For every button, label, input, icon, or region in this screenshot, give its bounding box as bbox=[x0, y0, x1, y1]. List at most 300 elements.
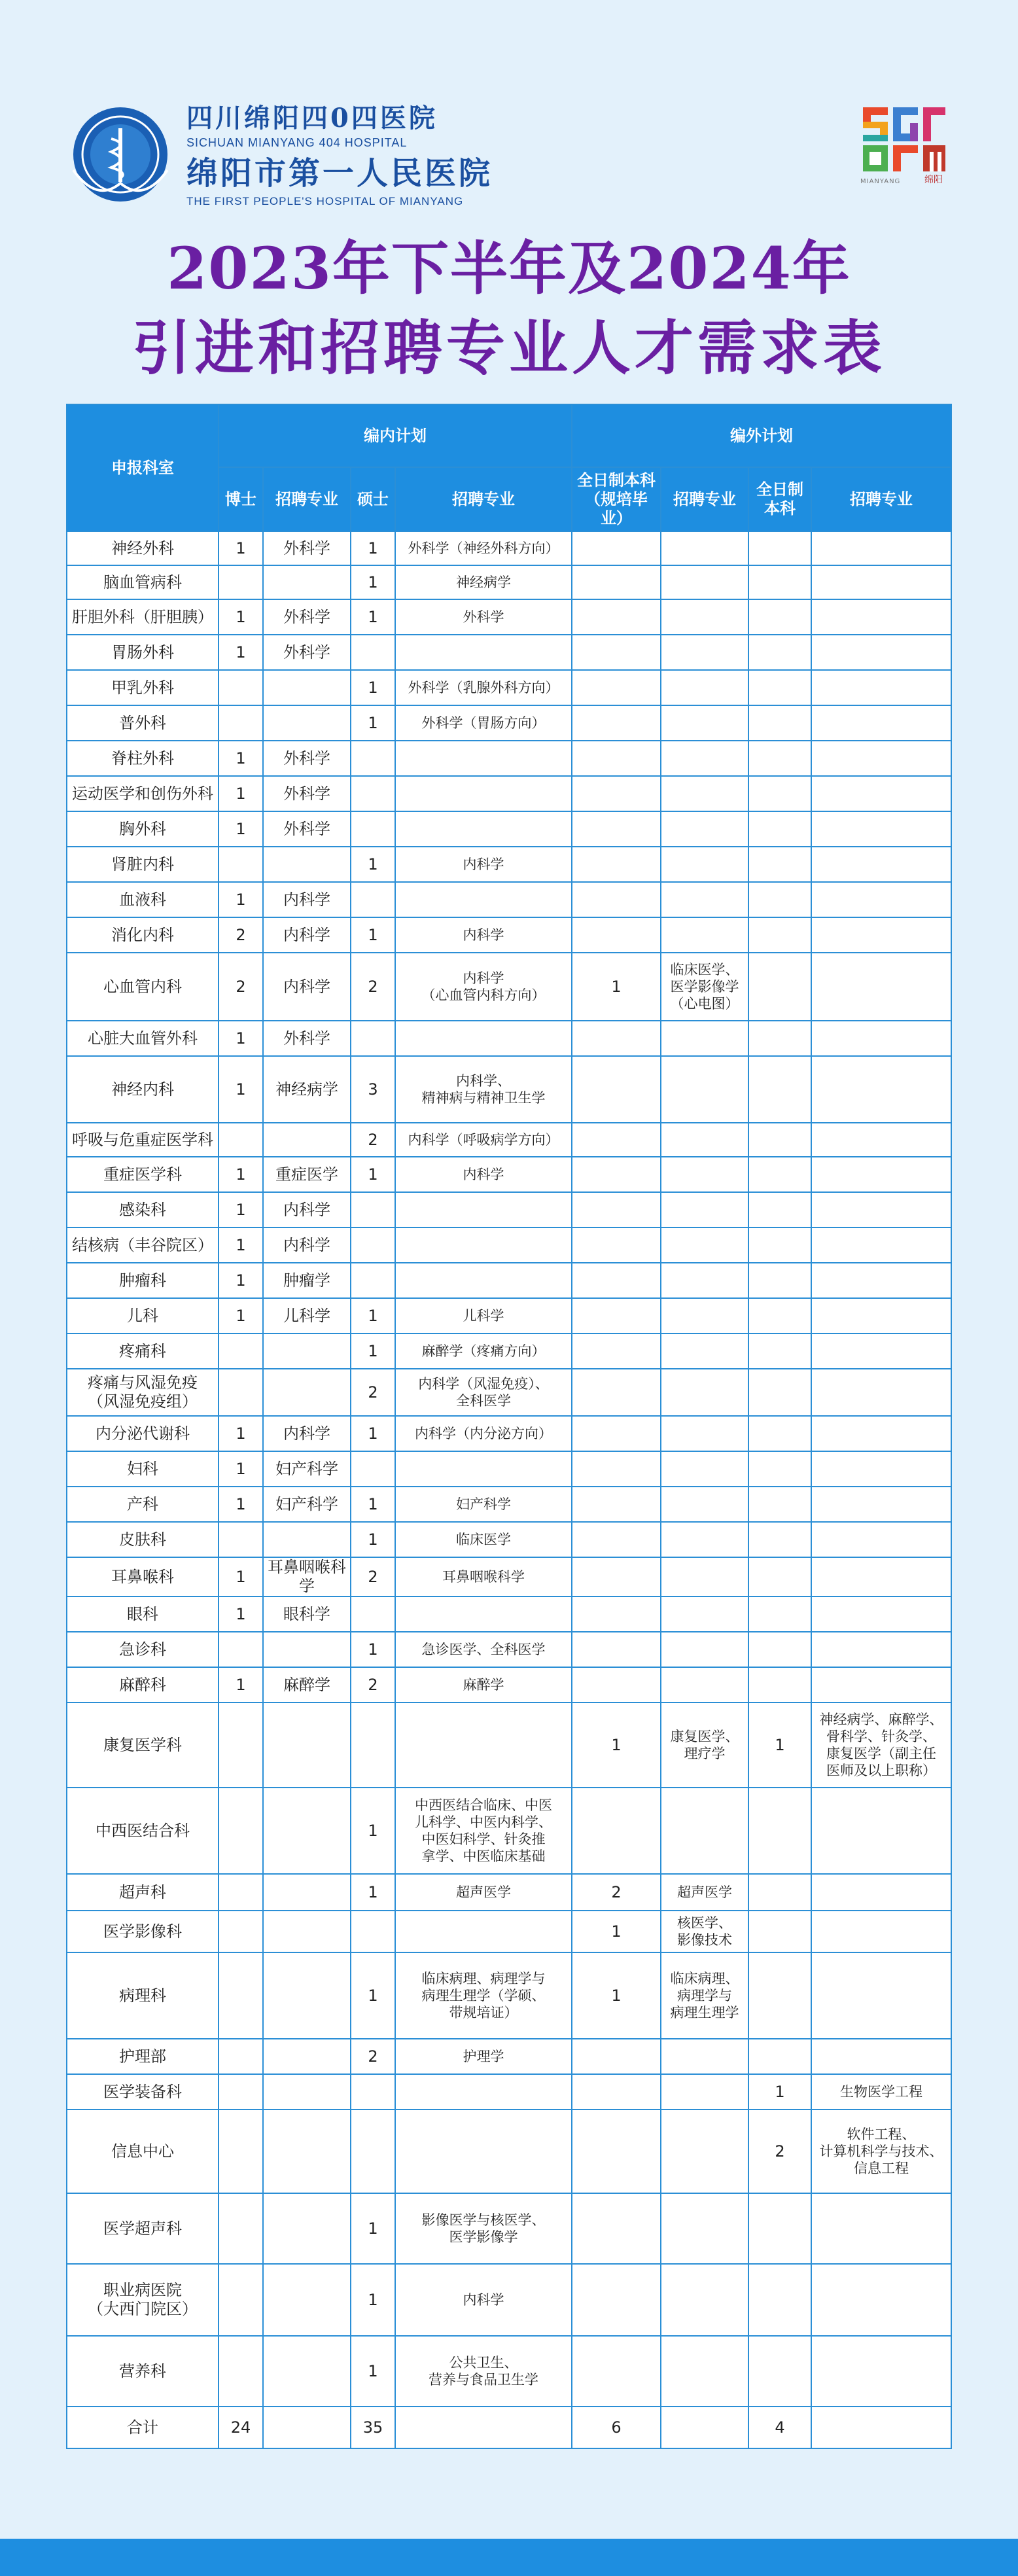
hospital-name-en-2: THE FIRST PEOPLE'S HOSPITAL OF MIANYANG bbox=[186, 195, 464, 207]
cell-bach bbox=[748, 1667, 811, 1703]
cell-phd bbox=[219, 1369, 263, 1416]
cell-dept: 心脏大血管外科 bbox=[67, 1021, 219, 1056]
cell-phd: 1 bbox=[219, 1298, 263, 1333]
cell-bach bbox=[748, 2336, 811, 2407]
cell-master: 1 bbox=[351, 1487, 395, 1522]
table-row bbox=[67, 1597, 951, 1632]
cell-bach bbox=[748, 1451, 811, 1487]
cell-reg-major bbox=[661, 1192, 748, 1227]
cell-dept: 脑血管病科 bbox=[67, 565, 219, 599]
cell-phd-major: 重症医学 bbox=[263, 1157, 351, 1192]
cell-master-major bbox=[395, 1263, 572, 1298]
cell-phd: 1 bbox=[219, 882, 263, 917]
cell-phd bbox=[219, 1874, 263, 1911]
cell-master-major: 神经病学 bbox=[395, 565, 572, 599]
cell-master-major: 临床医学 bbox=[395, 1522, 572, 1557]
cell-phd-major: 眼科学 bbox=[263, 1597, 351, 1632]
cell-dept: 营养科 bbox=[67, 2336, 219, 2407]
cell-reg bbox=[572, 531, 661, 565]
footer-bar bbox=[0, 2539, 1018, 2576]
cell-bach bbox=[748, 1487, 811, 1522]
cell-reg-major bbox=[661, 1632, 748, 1667]
cell-reg-major bbox=[661, 847, 748, 882]
cell-phd-major: 外科学 bbox=[263, 635, 351, 670]
cell-bach-major bbox=[811, 1557, 951, 1597]
cell-master-major bbox=[395, 1227, 572, 1263]
cell-bach bbox=[748, 599, 811, 635]
cell-reg-major bbox=[661, 1227, 748, 1263]
cell-reg: 1 bbox=[572, 1952, 661, 2039]
cell-master-major: 外科学（胃肠方向） bbox=[395, 705, 572, 741]
table-row bbox=[67, 1157, 951, 1192]
cell-dept: 消化内科 bbox=[67, 917, 219, 953]
cell-phd-major: 麻醉学 bbox=[263, 1667, 351, 1703]
cell-reg-major bbox=[661, 531, 748, 565]
cell-phd-major bbox=[263, 2193, 351, 2264]
cell-phd-major bbox=[263, 565, 351, 599]
cell-reg-major bbox=[661, 1557, 748, 1597]
cell-phd-major bbox=[263, 1522, 351, 1557]
cell-bach-major: 软件工程、 计算机科学与技术、 信息工程 bbox=[811, 2109, 951, 2193]
cell-phd: 1 bbox=[219, 1416, 263, 1451]
cell-master-major: 外科学（乳腺外科方向） bbox=[395, 670, 572, 705]
cell-bach-major bbox=[811, 1451, 951, 1487]
cell-bach-major bbox=[811, 531, 951, 565]
cell-dept: 心血管内科 bbox=[67, 953, 219, 1021]
cell-dept: 耳鼻喉科 bbox=[67, 1557, 219, 1597]
cell-dept: 神经内科 bbox=[67, 1056, 219, 1123]
cell-phd: 1 bbox=[219, 1667, 263, 1703]
cell-bach bbox=[748, 1416, 811, 1451]
cell-bach-major bbox=[811, 2264, 951, 2336]
cell-phd-major: 内科学 bbox=[263, 882, 351, 917]
cell-dept: 重症医学科 bbox=[67, 1157, 219, 1192]
cell-master bbox=[351, 1021, 395, 1056]
cell-phd-major: 外科学 bbox=[263, 599, 351, 635]
cell-bach-major bbox=[811, 1874, 951, 1911]
cell-phd-major: 妇产科学 bbox=[263, 1451, 351, 1487]
cell-phd-major bbox=[263, 1369, 351, 1416]
cell-phd-major bbox=[263, 705, 351, 741]
cell-phd-major: 外科学 bbox=[263, 1021, 351, 1056]
cell-master: 1 bbox=[351, 2193, 395, 2264]
cell-bach-major bbox=[811, 847, 951, 882]
header-fulltime-bachelor: 全日制本科 bbox=[748, 467, 811, 531]
table-row bbox=[67, 1021, 951, 1056]
table-row bbox=[67, 1298, 951, 1333]
cell-reg bbox=[572, 1597, 661, 1632]
cell-phd-major bbox=[263, 2264, 351, 2336]
cell-master: 2 bbox=[351, 953, 395, 1021]
cell-dept: 呼吸与危重症医学科 bbox=[67, 1123, 219, 1157]
cell-bach bbox=[748, 1123, 811, 1157]
cell-phd-major: 外科学 bbox=[263, 776, 351, 811]
cell-master-major: 内科学（呼吸病学方向） bbox=[395, 1123, 572, 1157]
cell-phd: 1 bbox=[219, 811, 263, 847]
cell-phd-major: 内科学 bbox=[263, 1416, 351, 1451]
cell-master-major: 内科学 bbox=[395, 847, 572, 882]
cell-phd-major: 妇产科学 bbox=[263, 1487, 351, 1522]
cell-reg-major: 核医学、 影像技术 bbox=[661, 1911, 748, 1952]
cell-reg-major bbox=[661, 1487, 748, 1522]
cell-master: 2 bbox=[351, 1123, 395, 1157]
cell-phd bbox=[219, 1333, 263, 1369]
table-row bbox=[67, 1369, 951, 1416]
cell-master-major: 内科学 bbox=[395, 2264, 572, 2336]
cell-reg: 1 bbox=[572, 1703, 661, 1788]
cell-dept: 康复医学科 bbox=[67, 1703, 219, 1788]
table-row bbox=[67, 2407, 951, 2448]
cell-master-major: 公共卫生、 营养与食品卫生学 bbox=[395, 2336, 572, 2407]
cell-phd: 1 bbox=[219, 1056, 263, 1123]
cell-reg-major bbox=[661, 565, 748, 599]
cell-master-major: 耳鼻咽喉科学 bbox=[395, 1557, 572, 1597]
cell-phd-major: 内科学 bbox=[263, 1227, 351, 1263]
cell-reg-major: 临床医学、 医学影像学 （心电图） bbox=[661, 953, 748, 1021]
header-phd: 博士 bbox=[219, 467, 263, 531]
cell-dept: 肝胆外科（肝胆胰） bbox=[67, 599, 219, 635]
cell-bach-major bbox=[811, 1298, 951, 1333]
header-in-plan: 编内计划 bbox=[219, 404, 572, 467]
cell-reg bbox=[572, 1157, 661, 1192]
table-row bbox=[67, 1632, 951, 1667]
cell-master: 3 bbox=[351, 1056, 395, 1123]
cell-dept: 医学影像科 bbox=[67, 1911, 219, 1952]
cell-bach-major bbox=[811, 1369, 951, 1416]
cell-reg bbox=[572, 1522, 661, 1557]
cell-bach bbox=[748, 847, 811, 882]
cell-master bbox=[351, 882, 395, 917]
cell-phd bbox=[219, 2336, 263, 2407]
cell-bach bbox=[748, 1021, 811, 1056]
table-row bbox=[67, 599, 951, 635]
cell-bach: 2 bbox=[748, 2109, 811, 2193]
cell-reg-major bbox=[661, 2109, 748, 2193]
cell-master-major: 内科学 bbox=[395, 917, 572, 953]
cell-reg-major bbox=[661, 2039, 748, 2074]
cell-reg-major bbox=[661, 882, 748, 917]
cell-reg-major bbox=[661, 705, 748, 741]
cell-dept: 眼科 bbox=[67, 1597, 219, 1632]
table-row bbox=[67, 882, 951, 917]
cell-master bbox=[351, 811, 395, 847]
cell-reg-major bbox=[661, 2193, 748, 2264]
table-row bbox=[67, 1788, 951, 1874]
city-logo-caption: MIANYANG bbox=[860, 178, 901, 185]
cell-reg bbox=[572, 1056, 661, 1123]
cell-phd-major bbox=[263, 2039, 351, 2074]
city-logo-glyph-icon bbox=[860, 105, 949, 173]
cell-reg bbox=[572, 1451, 661, 1487]
cell-bach-major: 神经病学、麻醉学、 骨科学、针灸学、 康复医学（副主任 医师及以上职称） bbox=[811, 1703, 951, 1788]
cell-bach: 1 bbox=[748, 1703, 811, 1788]
cell-reg bbox=[572, 2039, 661, 2074]
cell-master: 1 bbox=[351, 1333, 395, 1369]
cell-phd-major: 儿科学 bbox=[263, 1298, 351, 1333]
cell-reg bbox=[572, 1487, 661, 1522]
cell-reg bbox=[572, 2109, 661, 2193]
cell-master-major: 内科学 bbox=[395, 1157, 572, 1192]
cell-master-major: 外科学 bbox=[395, 599, 572, 635]
cell-bach-major bbox=[811, 2039, 951, 2074]
table-row bbox=[67, 1703, 951, 1788]
cell-dept: 感染科 bbox=[67, 1192, 219, 1227]
cell-reg bbox=[572, 705, 661, 741]
cell-bach-major bbox=[811, 565, 951, 599]
cell-phd: 1 bbox=[219, 1597, 263, 1632]
cell-bach bbox=[748, 1952, 811, 2039]
cell-phd: 1 bbox=[219, 1227, 263, 1263]
cell-master-major bbox=[395, 811, 572, 847]
cell-reg-major bbox=[661, 1263, 748, 1298]
table-body bbox=[67, 531, 951, 2448]
cell-reg bbox=[572, 741, 661, 776]
cell-phd: 1 bbox=[219, 741, 263, 776]
cell-reg-major bbox=[661, 776, 748, 811]
cell-bach-major bbox=[811, 1952, 951, 2039]
cell-reg-major bbox=[661, 1123, 748, 1157]
title-line-2: 引进和招聘专业人才需求表 bbox=[132, 313, 886, 383]
cell-reg-major bbox=[661, 2336, 748, 2407]
cell-master bbox=[351, 1227, 395, 1263]
cell-reg-major bbox=[661, 599, 748, 635]
cell-master-major bbox=[395, 2074, 572, 2109]
cell-phd-major: 外科学 bbox=[263, 741, 351, 776]
cell-reg bbox=[572, 811, 661, 847]
cell-bach bbox=[748, 776, 811, 811]
cell-master-major: 外科学（神经外科方向） bbox=[395, 531, 572, 565]
cell-phd-major bbox=[263, 1788, 351, 1874]
cell-phd bbox=[219, 1911, 263, 1952]
cell-phd-major: 内科学 bbox=[263, 917, 351, 953]
cell-dept: 合计 bbox=[67, 2407, 219, 2448]
cell-master-major bbox=[395, 741, 572, 776]
cell-dept: 护理部 bbox=[67, 2039, 219, 2074]
cell-reg-major bbox=[661, 1522, 748, 1557]
table-row bbox=[67, 2264, 951, 2336]
cell-bach-major bbox=[811, 1597, 951, 1632]
cell-phd: 1 bbox=[219, 1487, 263, 1522]
cell-reg bbox=[572, 1192, 661, 1227]
cell-bach-major bbox=[811, 953, 951, 1021]
cell-master-major bbox=[395, 1192, 572, 1227]
cell-bach-major bbox=[811, 1123, 951, 1157]
cell-reg-major bbox=[661, 1056, 748, 1123]
cell-master: 1 bbox=[351, 1416, 395, 1451]
cell-reg-major bbox=[661, 1157, 748, 1192]
header-phd-major: 招聘专业 bbox=[263, 467, 351, 531]
cell-reg-major bbox=[661, 1667, 748, 1703]
cell-bach-major bbox=[811, 1333, 951, 1369]
cell-master: 2 bbox=[351, 1557, 395, 1597]
cell-dept: 肾脏内科 bbox=[67, 847, 219, 882]
cell-bach-major bbox=[811, 670, 951, 705]
cell-bach: 4 bbox=[748, 2407, 811, 2448]
cell-bach bbox=[748, 741, 811, 776]
cell-master-major: 急诊医学、全科医学 bbox=[395, 1632, 572, 1667]
cell-master bbox=[351, 2074, 395, 2109]
cell-master: 1 bbox=[351, 2264, 395, 2336]
recruitment-table bbox=[66, 404, 952, 2449]
cell-bach-major bbox=[811, 917, 951, 953]
table-row bbox=[67, 1451, 951, 1487]
cell-phd-major: 内科学 bbox=[263, 1192, 351, 1227]
cell-master-major bbox=[395, 1021, 572, 1056]
cell-phd: 2 bbox=[219, 917, 263, 953]
cell-phd-major bbox=[263, 1123, 351, 1157]
cell-bach bbox=[748, 1597, 811, 1632]
cell-master-major: 内科学（风湿免疫）、 全科医学 bbox=[395, 1369, 572, 1416]
table-row bbox=[67, 2074, 951, 2109]
cell-reg-major bbox=[661, 1298, 748, 1333]
cell-reg bbox=[572, 1021, 661, 1056]
cell-master bbox=[351, 1263, 395, 1298]
cell-bach-major bbox=[811, 1632, 951, 1667]
cell-dept: 中西医结合科 bbox=[67, 1788, 219, 1874]
table-row bbox=[67, 1416, 951, 1451]
table-row bbox=[67, 2193, 951, 2264]
cell-phd-major: 肿瘤学 bbox=[263, 1263, 351, 1298]
cell-phd: 1 bbox=[219, 1157, 263, 1192]
cell-bach bbox=[748, 1788, 811, 1874]
cell-dept: 普外科 bbox=[67, 705, 219, 741]
table-row bbox=[67, 1056, 951, 1123]
cell-bach bbox=[748, 1227, 811, 1263]
cell-phd: 1 bbox=[219, 1263, 263, 1298]
cell-phd-major bbox=[263, 2407, 351, 2448]
cell-master: 2 bbox=[351, 2039, 395, 2074]
cell-reg bbox=[572, 2264, 661, 2336]
cell-reg: 1 bbox=[572, 953, 661, 1021]
cell-reg bbox=[572, 1667, 661, 1703]
cell-master-major: 内科学 （心血管内科方向） bbox=[395, 953, 572, 1021]
cell-phd-major: 外科学 bbox=[263, 811, 351, 847]
cell-phd: 1 bbox=[219, 1021, 263, 1056]
cell-master: 2 bbox=[351, 1667, 395, 1703]
cell-phd-major bbox=[263, 1333, 351, 1369]
cell-phd bbox=[219, 2109, 263, 2193]
cell-reg bbox=[572, 847, 661, 882]
cell-master bbox=[351, 1911, 395, 1952]
cell-bach-major bbox=[811, 2407, 951, 2448]
cell-phd bbox=[219, 2193, 263, 2264]
cell-master: 1 bbox=[351, 917, 395, 953]
cell-dept: 疼痛与风湿免疫 （风湿免疫组） bbox=[67, 1369, 219, 1416]
cell-master: 1 bbox=[351, 1874, 395, 1911]
cell-master-major bbox=[395, 635, 572, 670]
cell-reg-major bbox=[661, 2264, 748, 2336]
table-row bbox=[67, 1874, 951, 1911]
cell-master: 1 bbox=[351, 1522, 395, 1557]
cell-master bbox=[351, 2109, 395, 2193]
table-row bbox=[67, 1911, 951, 1952]
cell-phd-major bbox=[263, 1874, 351, 1911]
cell-reg bbox=[572, 1333, 661, 1369]
city-logo bbox=[860, 105, 949, 200]
cell-dept: 皮肤科 bbox=[67, 1522, 219, 1557]
cell-reg-major bbox=[661, 1451, 748, 1487]
cell-phd-major: 耳鼻咽喉科学 bbox=[263, 1557, 351, 1597]
cell-bach-major bbox=[811, 705, 951, 741]
cell-phd-major bbox=[263, 2336, 351, 2407]
table-row bbox=[67, 776, 951, 811]
cell-bach bbox=[748, 1632, 811, 1667]
cell-phd bbox=[219, 1632, 263, 1667]
cell-phd-major bbox=[263, 2109, 351, 2193]
cell-phd bbox=[219, 847, 263, 882]
cell-dept: 医学装备科 bbox=[67, 2074, 219, 2109]
cell-reg-major bbox=[661, 670, 748, 705]
cell-master-major bbox=[395, 1703, 572, 1788]
header-master: 硕士 bbox=[351, 467, 395, 531]
table-row bbox=[67, 2039, 951, 2074]
cell-bach bbox=[748, 1263, 811, 1298]
cell-dept: 胸外科 bbox=[67, 811, 219, 847]
cell-reg-major bbox=[661, 1597, 748, 1632]
cell-dept: 血液科 bbox=[67, 882, 219, 917]
cell-bach-major bbox=[811, 741, 951, 776]
hospital-name-en-1: SICHUAN MIANYANG 404 HOSPITAL bbox=[186, 136, 408, 149]
cell-dept: 医学超声科 bbox=[67, 2193, 219, 2264]
cell-master-major: 护理学 bbox=[395, 2039, 572, 2074]
cell-master bbox=[351, 1597, 395, 1632]
cell-bach-major bbox=[811, 1667, 951, 1703]
cell-bach-major: 生物医学工程 bbox=[811, 2074, 951, 2109]
cell-reg: 6 bbox=[572, 2407, 661, 2448]
table-row bbox=[67, 635, 951, 670]
hospital-name-block bbox=[186, 102, 493, 209]
cell-dept: 胃肠外科 bbox=[67, 635, 219, 670]
cell-reg bbox=[572, 599, 661, 635]
cell-dept: 运动医学和创伤外科 bbox=[67, 776, 219, 811]
cell-bach bbox=[748, 1157, 811, 1192]
cell-phd-major bbox=[263, 1911, 351, 1952]
cell-master: 1 bbox=[351, 1788, 395, 1874]
cell-phd-major bbox=[263, 2074, 351, 2109]
cell-reg: 1 bbox=[572, 1911, 661, 1952]
cell-phd-major: 神经病学 bbox=[263, 1056, 351, 1123]
cell-master-major: 超声医学 bbox=[395, 1874, 572, 1911]
cell-master bbox=[351, 635, 395, 670]
cell-master-major: 麻醉学（疼痛方向） bbox=[395, 1333, 572, 1369]
cell-bach bbox=[748, 1911, 811, 1952]
cell-reg-major bbox=[661, 1369, 748, 1416]
cell-bach-major bbox=[811, 1522, 951, 1557]
cell-reg-major bbox=[661, 635, 748, 670]
cell-bach bbox=[748, 2264, 811, 2336]
cell-reg bbox=[572, 1227, 661, 1263]
cell-reg-major bbox=[661, 811, 748, 847]
cell-phd: 1 bbox=[219, 599, 263, 635]
table-row bbox=[67, 811, 951, 847]
cell-reg bbox=[572, 2074, 661, 2109]
cell-bach-major bbox=[811, 1263, 951, 1298]
cell-master-major: 中西医结合临床、中医 儿科学、中医内科学、 中医妇科学、针灸推 拿学、中医临床基础 bbox=[395, 1788, 572, 1874]
cell-bach bbox=[748, 2039, 811, 2074]
cell-reg-major bbox=[661, 1333, 748, 1369]
cell-master-major: 麻醉学 bbox=[395, 1667, 572, 1703]
header-fulltime-regular: 全日制本科（规培毕业） bbox=[572, 467, 661, 531]
cell-phd bbox=[219, 565, 263, 599]
cell-dept: 儿科 bbox=[67, 1298, 219, 1333]
table-row bbox=[67, 741, 951, 776]
cell-phd-major bbox=[263, 1952, 351, 2039]
table-row bbox=[67, 1227, 951, 1263]
header-master-major: 招聘专业 bbox=[395, 467, 572, 531]
cell-bach-major bbox=[811, 1056, 951, 1123]
cell-bach-major bbox=[811, 1416, 951, 1451]
cell-phd bbox=[219, 1952, 263, 2039]
